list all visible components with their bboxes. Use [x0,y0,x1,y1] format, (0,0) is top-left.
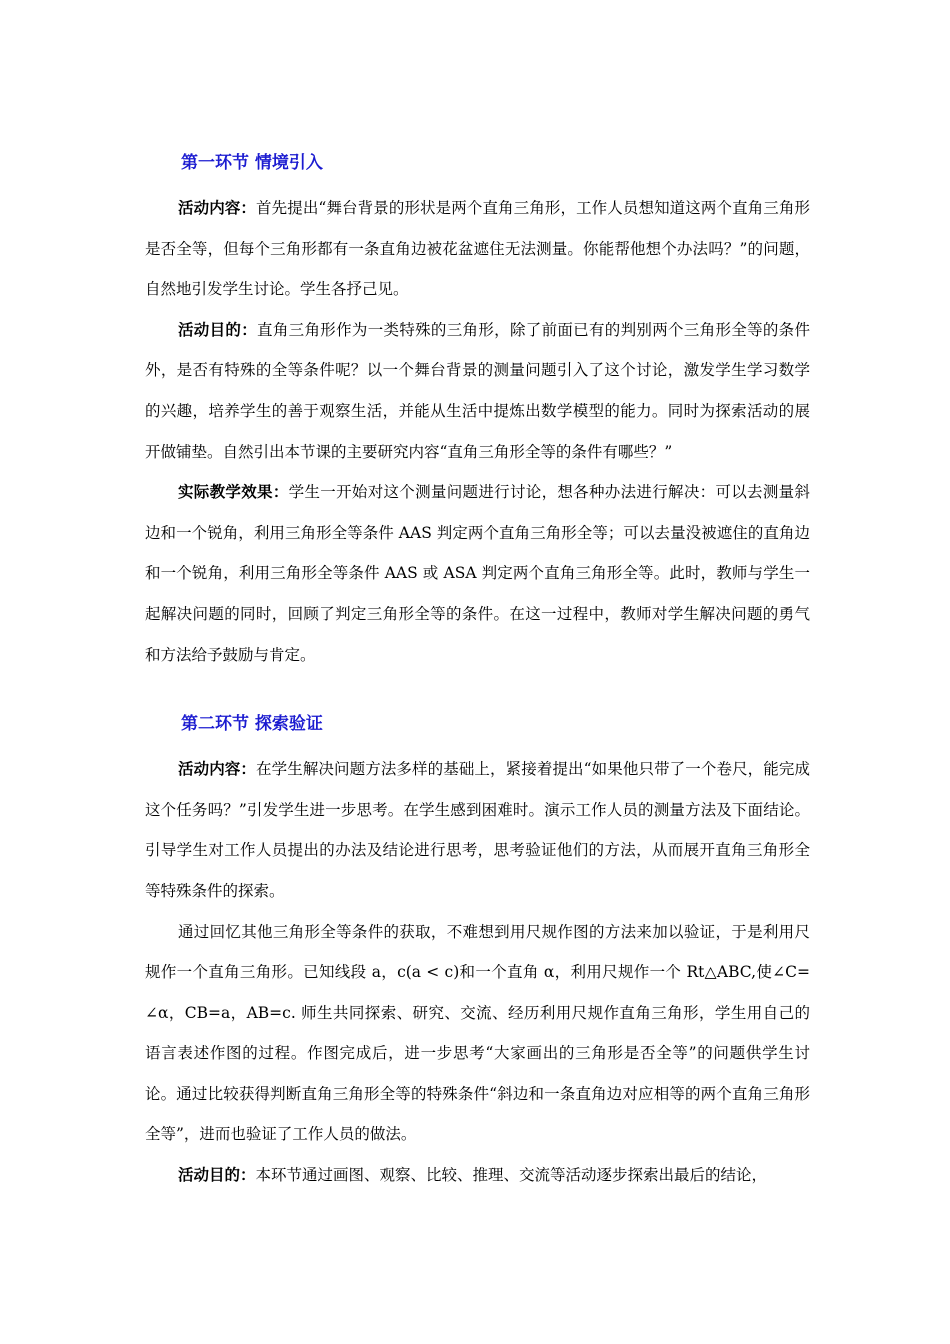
section2-purpose-text: 本环节通过画图、观察、比较、推理、交流等活动逐步探索出最后的结论， [255,1166,768,1185]
section2-content-text: 在学生解决问题方法多样的基础上，紧接着提出“如果他只带了一个卷尺，能完成这个任务吗？”引发学生进一步思考。在学生感到困难时。演示工作人员的测量方法及下面结论。引导学生对工作人员提出的办法及结论进行思考，思考验证他们的方法，从而展开直角三角形全等特殊条件的探索。 [145,760,810,900]
section1-content-paragraph [145,188,810,310]
section1-heading: 第一环节 情境引入 [181,153,323,173]
section1-effect-paragraph [145,472,810,675]
section2-construction-paragraph: 通过回忆其他三角形全等条件的获取，不难想到用尺规作图的方法来加以验证，于是利用尺规作一个直角三角形。已知线段 a，c(a < c)和一个直角 α，利用尺规作一个 Rt△ABC,使∠C= ∠α，CB=a，AB=c. 师生共同探索、研究、交流、经历利用尺规作直角三角形，学生用自己的语言表述作图的过程。作图完成后，进一步思考“大家画出的三角形是否全等”的问题供学生讨论。通过比较获得判断直角三角形全等的特殊条件“斜边和一条直角边对应相等的两个直角三角形全等”，进而也验证了工作人员的做法。 [145,922,810,1144]
section1-effect-text: 学生一开始对这个测量问题进行讨论，想各种办法进行解决：可以去测量斜边和一个锐角，利用三角形全等条件 AAS 判定两个直角三角形全等；可以去量没被遮住的直角边和一个锐角，利用三角形全等条件 AAS 或 ASA 判定两个直角三角形全等。此时，教师与学生一起解决问题的同时，回顾了判定三角形全等的条件。在这一过程中，教师对学生解决问题的勇气和方法给予鼓励与肯定。 [145,483,810,664]
section2-purpose-label: 活动目的： [178,1166,256,1185]
section2-heading: 第二环节 探索验证 [181,714,323,735]
section1-effect-label: 实际教学效果： [178,483,289,502]
section2-content-paragraph [145,749,810,911]
section1-content-label: 活动内容： [178,199,257,217]
section1-content-text: 首先提出“舞台背景的形状是两个直角三角形，工作人员想知道这两个直角三角形是否全等，但每个三角形都有一条直角边被花盆遮住无法测量。你能帮他想个办法吗？”的问题，自然地引发学生讨论。学生各抒己见。 [145,199,810,299]
section2-content-label: 活动内容： [178,760,257,779]
section1-purpose-paragraph [145,310,810,472]
document-page [145,150,810,1196]
section1-purpose-text: 直角三角形作为一类特殊的三角形，除了前面已有的判别两个三角形全等的条件外，是否有特殊的全等条件呢？以一个舞台背景的测量问题引入了这个讨论，激发学生学习数学的兴趣，培养学生的善于观察生活，并能从生活中提炼出数学模型的能力。同时为探索活动的展开做铺垫。自然引出本节课的主要研究内容“直角三角形全等的条件有哪些？” [145,320,810,461]
section1-purpose-label: 活动目的： [178,320,258,339]
section2-purpose-paragraph [145,1155,810,1196]
